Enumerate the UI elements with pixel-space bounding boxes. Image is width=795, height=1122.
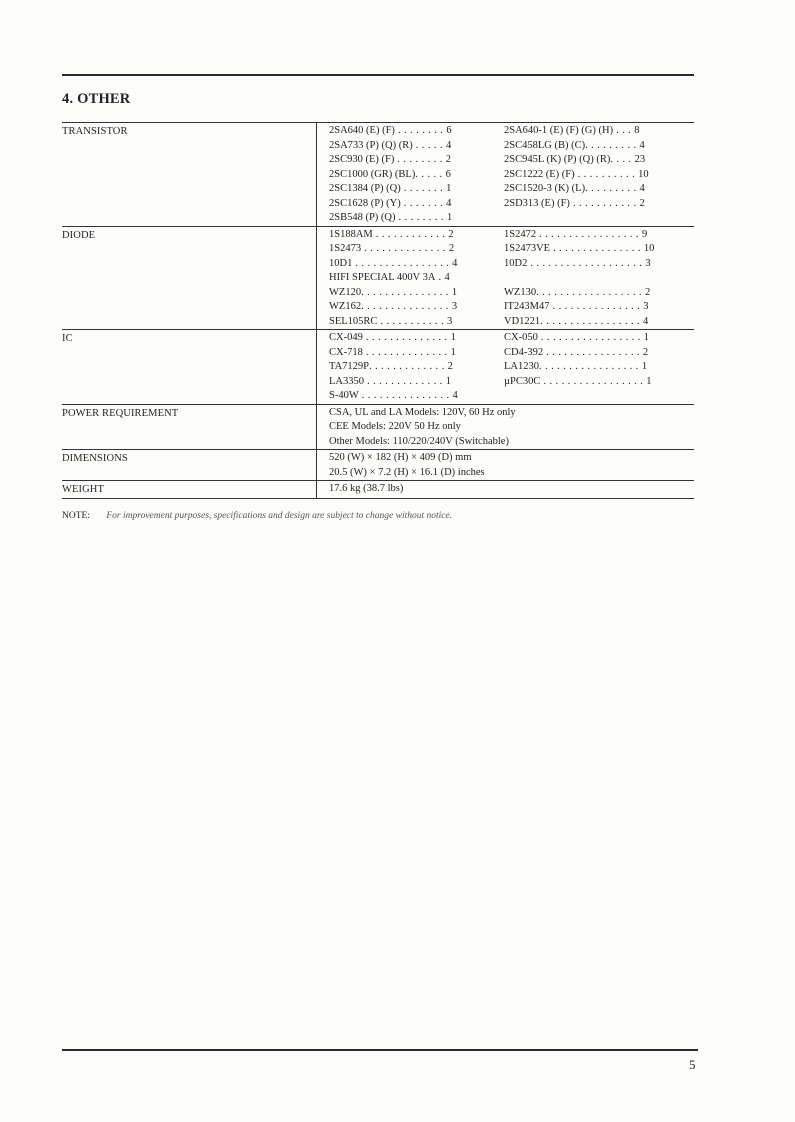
part-quantity: 2 (642, 346, 649, 358)
part-entry (329, 211, 504, 226)
part-name: 2SC945L (K) (P) (Q) (R) (504, 154, 611, 165)
part-name: CD4-392 (504, 346, 544, 358)
part-entry (329, 197, 504, 212)
leader-dots: . . . (613, 125, 635, 136)
part-entry (329, 257, 504, 272)
power-line: Other Models: 110/220/240V (Switchable) (329, 435, 509, 447)
part-quantity: 3 (447, 315, 453, 327)
part-entry (504, 300, 658, 315)
leader-dots: . . . . . . . . . . . . . . . (361, 286, 452, 298)
part-entry (504, 271, 658, 286)
part-name: SEL105RC (329, 315, 378, 327)
part-name: 2SA640-1 (E) (F) (G) (H) (504, 125, 614, 136)
row-dimensions (62, 450, 694, 481)
part-quantity: 2 (448, 228, 454, 240)
part-name: WZ130 (504, 286, 537, 298)
part-entry (329, 242, 504, 257)
part-entry (504, 228, 658, 243)
part-quantity: 2 (644, 286, 651, 298)
leader-dots: . . . . . . . . . . . . . . . . . (536, 228, 642, 240)
part-name: 1S2473 (329, 243, 362, 254)
part-name: LA3350 (329, 375, 364, 387)
part-name: 2SC1520-3 (K) (L) (504, 183, 586, 194)
row-label-dimensions: DIMENSIONS (62, 453, 128, 464)
leader-dots: . . . . . . . . . . . . . . (361, 243, 449, 254)
power-line: CEE Models: 220V 50 Hz only (329, 421, 461, 432)
part-quantity: 6 (445, 168, 451, 180)
leader-dots: . . . . . . . . . . . (377, 315, 448, 327)
part-quantity: 10 (643, 243, 655, 254)
part-quantity: 10 (638, 168, 649, 180)
row-label-transistor: TRANSISTOR (62, 126, 128, 137)
part-quantity: 3 (645, 257, 651, 269)
top-rule (62, 74, 694, 76)
leader-dots: . . . . . . . . . (585, 183, 640, 194)
part-quantity: 4 (446, 197, 452, 209)
part-entry (329, 228, 504, 243)
row-transistor (62, 123, 694, 227)
leader-dots: . . . . . (412, 139, 446, 151)
leader-dots: . . . . . . . . . . . . . . . . . (539, 361, 642, 372)
leader-dots: . . . . . . . . (394, 154, 446, 165)
part-quantity: 4 (444, 272, 450, 283)
part-quantity: 4 (643, 315, 649, 327)
leader-dots: . . . . . . . . . . . . . . . . . . (536, 286, 645, 298)
dimensions-line: 20.5 (W) × 7.2 (H) × 16.1 (D) inches (329, 466, 485, 478)
leader-dots: . . . . . . . . (395, 212, 447, 223)
part-quantity: 23 (634, 154, 646, 165)
part-entry (504, 197, 658, 212)
part-name: HIFI SPECIAL 400V 3A (329, 272, 436, 283)
part-quantity: 8 (634, 125, 640, 136)
part-entry (329, 300, 504, 315)
part-name: TA7129P (329, 361, 369, 372)
part-entry (504, 346, 658, 361)
part-name: WZ120 (329, 286, 362, 298)
page-number: 5 (689, 1057, 696, 1072)
row-label-diode: DIODE (62, 229, 96, 241)
row-label-weight: WEIGHT (62, 484, 105, 495)
dimensions-values (316, 450, 694, 480)
part-quantity: 2 (445, 154, 452, 165)
part-quantity: 1 (446, 212, 453, 223)
part-name: S-40W (329, 390, 359, 401)
part-entry (329, 153, 504, 168)
leader-dots: . . . . . . . . . . . . . . . . . (540, 375, 647, 387)
part-quantity: 1 (643, 332, 649, 343)
leader-dots: . . . . . . . . . (585, 139, 640, 151)
part-entry (504, 331, 658, 346)
note-text: For improvement purposes, specifications and design are subject to change without notice. (106, 511, 453, 521)
part-name: 2SC1222 (E) (F) (504, 168, 575, 180)
leader-dots: . . . . . . . . (394, 125, 447, 136)
part-quantity: 9 (641, 228, 648, 240)
spec-table (62, 122, 694, 499)
part-entry (329, 360, 504, 375)
part-entry (504, 257, 658, 272)
part-name: VD1221 (504, 315, 541, 327)
part-name: 2SA640 (E) (F) (329, 125, 395, 136)
part-name: 1S2472 (504, 228, 537, 240)
power-values (316, 405, 694, 450)
part-entry (329, 346, 504, 361)
part-name: 2SC930 (E) (F) (329, 154, 395, 165)
part-entry (504, 286, 658, 301)
part-entry (504, 242, 658, 257)
part-name: LA1230 (504, 361, 539, 372)
ic-list (316, 330, 694, 404)
part-quantity: 4 (639, 139, 645, 151)
part-quantity: 1 (641, 361, 648, 372)
bottom-rule (62, 1049, 698, 1051)
section-title: 4. OTHER (62, 91, 131, 107)
part-entry (329, 124, 504, 139)
part-name: 2SD313 (E) (F) (504, 197, 570, 209)
leader-dots: . . . . . . . . . . . (569, 197, 640, 209)
note-label: NOTE: (62, 511, 90, 521)
part-name: 2SC458LG (B) (C) (504, 139, 586, 151)
part-entry (504, 168, 658, 183)
leader-dots: . . . . . (415, 168, 446, 180)
row-ic (62, 330, 694, 405)
transistor-list (316, 123, 694, 226)
leader-dots: . . . . . . . . . . . . . (364, 375, 446, 387)
part-entry (504, 139, 658, 154)
part-name: 10D2 (504, 257, 528, 269)
dimensions-line: 520 (W) × 182 (H) × 409 (D) mm (329, 452, 472, 463)
leader-dots: . . . . . . . . . . (574, 168, 639, 180)
part-quantity: 3 (643, 301, 649, 312)
part-quantity: 3 (451, 301, 458, 312)
leader-dots: . . . . . . . . . . . . . . . (550, 243, 644, 254)
row-label-power: POWER REQUIREMENT (62, 407, 179, 419)
part-entry (329, 389, 504, 404)
leader-dots: . . . . . . . . . . . . . . (362, 346, 451, 358)
weight-line: 17.6 kg (38.7 lbs) (329, 483, 404, 494)
part-name: WZ162 (329, 301, 362, 312)
leader-dots: . . . . . . . . . . . . . . . . . (540, 315, 644, 327)
weight-values (316, 481, 694, 498)
part-quantity: 4 (639, 183, 645, 194)
part-quantity: 4 (452, 257, 458, 269)
part-quantity: 1 (451, 286, 458, 298)
part-name: 2SA733 (P) (Q) (R) (329, 139, 413, 151)
part-entry (329, 375, 504, 390)
leader-dots: . . . . . . . . . . . . . . . (549, 301, 644, 312)
part-entry (329, 182, 504, 197)
part-quantity: 1 (446, 183, 452, 194)
part-quantity: 2 (447, 361, 453, 372)
row-weight (62, 481, 694, 499)
leader-dots: . . . . . . . . . . . . . . . . . (537, 332, 644, 343)
part-name: 2SB548 (P) (Q) (329, 212, 396, 223)
leader-dots: . . . . . . . . . . . . . . . (358, 390, 453, 401)
part-quantity: 1 (646, 375, 652, 387)
leader-dots: . . . . . . . . . . . . . . . . (352, 257, 453, 269)
part-name: 10D1 (329, 257, 353, 269)
part-quantity: 1 (445, 375, 451, 387)
part-name: CX-718 (329, 346, 363, 358)
leader-dots: . (435, 272, 445, 283)
part-entry (329, 331, 504, 346)
leader-dots: . . . . . . . (400, 183, 447, 194)
part-quantity: 4 (452, 390, 458, 401)
part-quantity: 2 (639, 197, 645, 209)
part-entry (504, 153, 658, 168)
note (62, 511, 452, 521)
part-name: 2SC1628 (P) (Y) (329, 197, 401, 209)
leader-dots: . . . . . . . (400, 197, 447, 209)
part-entry (329, 271, 504, 286)
part-name: CX-050 (504, 332, 538, 343)
part-name: 1S188AM (329, 228, 373, 240)
part-quantity: 2 (448, 243, 455, 254)
leader-dots: . . . . . . . . . . . . . . . . (543, 346, 643, 358)
part-quantity: 1 (450, 346, 456, 358)
part-quantity: 1 (450, 332, 456, 343)
part-entry (329, 139, 504, 154)
leader-dots: . . . . . . . . . . . . (372, 228, 449, 240)
power-line: CSA, UL and LA Models: 120V, 60 Hz only (329, 406, 516, 418)
leader-dots: . . . . . . . . . . . . . . . (361, 301, 452, 312)
part-entry (329, 286, 504, 301)
part-quantity: 6 (446, 125, 452, 136)
leader-dots: . . . . . . . . . . . . . . . . . . . (527, 257, 646, 269)
part-entry (504, 360, 658, 375)
row-label-ic: IC (62, 333, 73, 344)
part-entry (329, 315, 504, 330)
part-name: CX-049 (329, 332, 363, 343)
part-name: 2SC1384 (P) (Q) (329, 183, 401, 194)
diode-list (316, 227, 694, 330)
part-quantity: 4 (445, 139, 452, 151)
part-entry (504, 182, 658, 197)
part-name: µPC30C (504, 375, 541, 387)
leader-dots: . . . . . . . . . . . . . . (362, 332, 451, 343)
leader-dots: . . . . . . . . . . . . . (369, 361, 448, 372)
part-name: 1S2473VE (504, 243, 551, 254)
part-entry (504, 315, 658, 330)
part-entry (504, 124, 658, 139)
part-entry (329, 168, 504, 183)
row-diode (62, 227, 694, 331)
row-power-requirement (62, 405, 694, 451)
part-name: IT243M47 (504, 301, 550, 312)
part-entry (504, 375, 658, 390)
leader-dots: . . . . (610, 154, 635, 165)
part-name: 2SC1000 (GR) (BL) (329, 168, 416, 180)
